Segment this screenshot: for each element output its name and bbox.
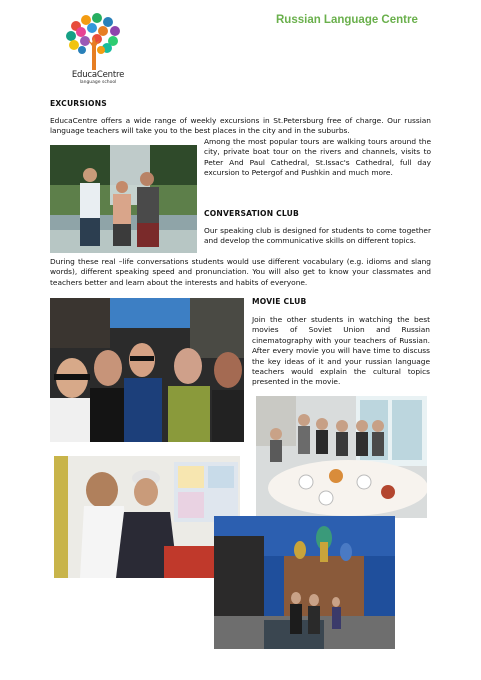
conversation-club-heading: CONVERSATION CLUB (204, 209, 300, 218)
excursion-group-photo (50, 145, 197, 253)
logo-tree-icon (62, 12, 126, 74)
page-title: Russian Language Centre (276, 14, 418, 26)
excursions-heading: EXCURSIONS (50, 99, 107, 108)
group-selfie-photo (50, 298, 244, 442)
dinner-table-photo (256, 396, 427, 518)
excursions-tours-paragraph: Among the most popular tours are walking tours around the city, private boat tour on the rivers and channels, visits to Peter And Paul Cathedral, St.Issac's Cathedral, full day excursion to Petergof and Pushkin and much more. (204, 137, 431, 178)
classroom-costume-photo (54, 456, 240, 578)
movie-club-paragraph: Join the other students in watching the best movies of Soviet Union and Russian cinematography with your teachers of Russian. After every movie you will have time to discuss the key ideas of it and your russian language teachers would explain the cultural topics presented in the movie. (252, 315, 430, 387)
logo-name: EducaCentre (71, 70, 125, 80)
church-savior-on-blood-photo (214, 516, 395, 649)
conversation-club-details-paragraph: During these real –life conversations students would use different vocabulary (e.g. idioms and slang words), different speaking speed and pronunciation. You will also get to know your classmates and teachers better and learn about the interests and habits of everyone. (50, 257, 431, 287)
movie-club-heading: MOVIE CLUB (252, 297, 307, 306)
logo-subtitle: language school (79, 80, 117, 85)
conversation-club-intro-paragraph: Our speaking club is designed for students to come together and develop the communicative skills on different topics. (204, 226, 431, 246)
excursions-intro-paragraph: EducaCentre offers a wide range of weekly excursions in St.Petersburg free of charge. Our russian language teachers will take you to the best places in the city and in the suburbs. (50, 116, 431, 136)
